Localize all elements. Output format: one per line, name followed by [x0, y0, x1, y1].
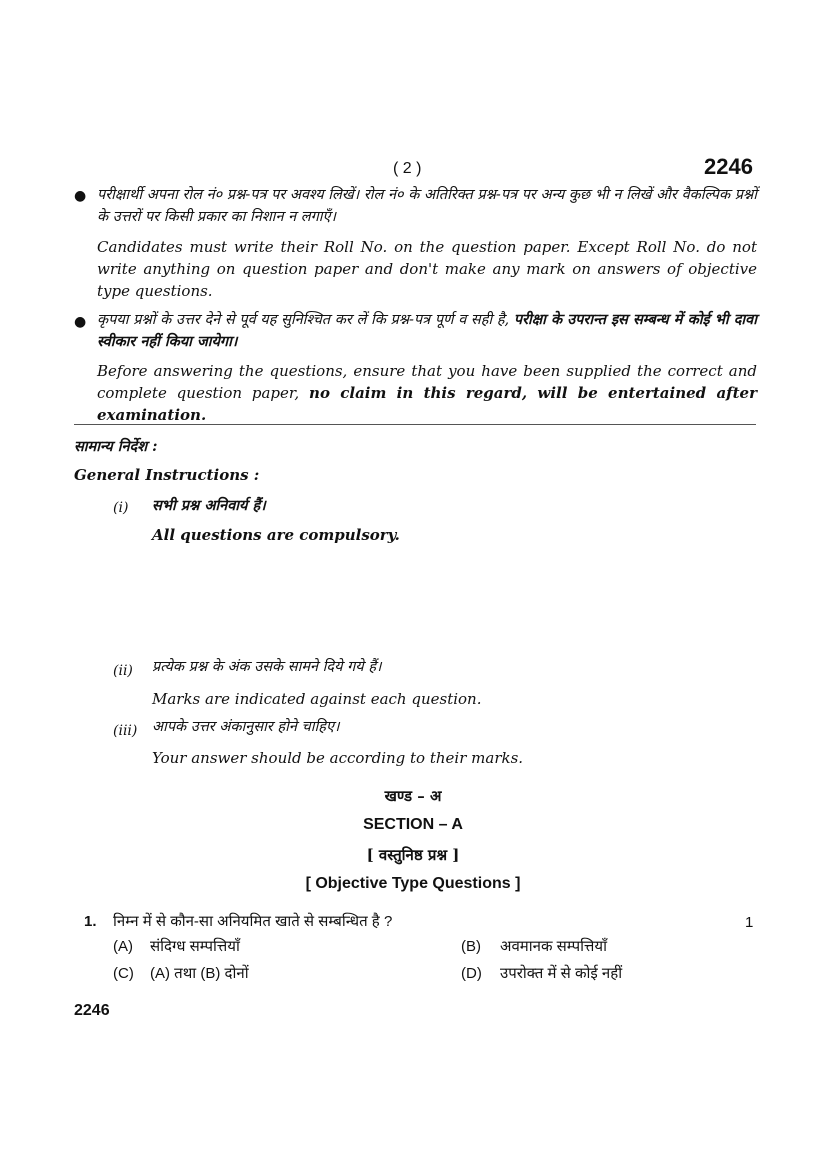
instruction-3-hindi: आपके उत्तर अंकानुसार होने चाहिए।	[152, 719, 340, 735]
question-marks: 1	[745, 914, 754, 931]
note-2-english-bold: no claim in this regard, will be entertained after examination.	[97, 384, 757, 424]
instruction-number: (ii)	[113, 663, 133, 679]
section-hindi: खण्ड – अ	[384, 787, 442, 805]
note-2-english-text: Before answering the questions, ensure that you have been supplied the correct and complete question paper,	[97, 362, 757, 402]
instruction-2-hindi: प्रत्येक प्रश्न के अंक उसके सामने दिये गये हैं।	[152, 659, 382, 675]
page-number: ( 2 )	[393, 160, 422, 177]
instruction-2-english: Marks are indicated against each question.	[152, 690, 482, 708]
option-label: (A)	[113, 938, 133, 955]
question-text: निम्न में से कौन-सा अनियमित खाते से सम्बन्धित है ?	[113, 913, 393, 930]
general-instructions-hindi-heading: सामान्य निर्देश :	[74, 438, 158, 455]
instruction-number: (i)	[113, 500, 129, 516]
option-text: (A) तथा (B) दोनों	[150, 965, 249, 982]
option-text: अवमानक सम्पत्तियाँ	[500, 938, 607, 955]
general-instructions-heading: General Instructions :	[74, 466, 260, 484]
option-label: (D)	[461, 965, 482, 982]
instruction-1-hindi: सभी प्रश्न अनिवार्य हैं।	[152, 497, 266, 514]
note-2-english	[97, 360, 757, 426]
question-number: 1.	[84, 913, 97, 930]
option-label: (C)	[113, 965, 134, 982]
note-1-hindi: परीक्षार्थी अपना रोल नं० प्रश्न-पत्र पर अवश्य लिखें। रोल नं० के अतिरिक्त प्रश्न-पत्र पर अन्य कुछ भी न लिखें और वैकल्पिक प्रश्नों के उत्तरों पर किसी प्रकार का निशान न लगाएँ।	[97, 187, 757, 225]
option-text: उपरोक्त में से कोई नहीं	[500, 965, 623, 982]
option-label: (B)	[461, 938, 481, 955]
section-type-hindi: [ वस्तुनिष्ठ प्रश्न ]	[366, 846, 460, 864]
bullet-icon: ●	[74, 314, 87, 330]
divider	[74, 424, 756, 425]
section-type-english: [ Objective Type Questions ]	[305, 875, 521, 892]
instruction-3-english: Your answer should be according to their marks.	[152, 749, 524, 767]
paper-code: 2246	[704, 154, 753, 179]
instruction-1-english: All questions are compulsory.	[152, 526, 400, 544]
note-1-english: Candidates must write their Roll No. on the question paper. Except Roll No. do not write anything on question paper and don't make any mark on answers of objective type questions.	[97, 238, 757, 300]
option-text: संदिग्ध सम्पत्तियाँ	[150, 938, 240, 955]
footer-paper-code: 2246	[74, 1002, 110, 1019]
section-title: SECTION – A	[363, 816, 463, 833]
note-2-hindi-text: कृपया प्रश्नों के उत्तर देने से पूर्व यह सुनिश्चित कर लें कि प्रश्न-पत्र पूर्ण व सही है,	[97, 312, 510, 328]
instruction-number: (iii)	[113, 723, 138, 739]
bullet-icon: ●	[74, 188, 87, 204]
note-2-hindi-bold: परीक्षा के उपरान्त इस सम्बन्ध में कोई भी दावा स्वीकार नहीं किया जायेगा।	[97, 311, 757, 350]
note-2-hindi	[97, 309, 757, 353]
